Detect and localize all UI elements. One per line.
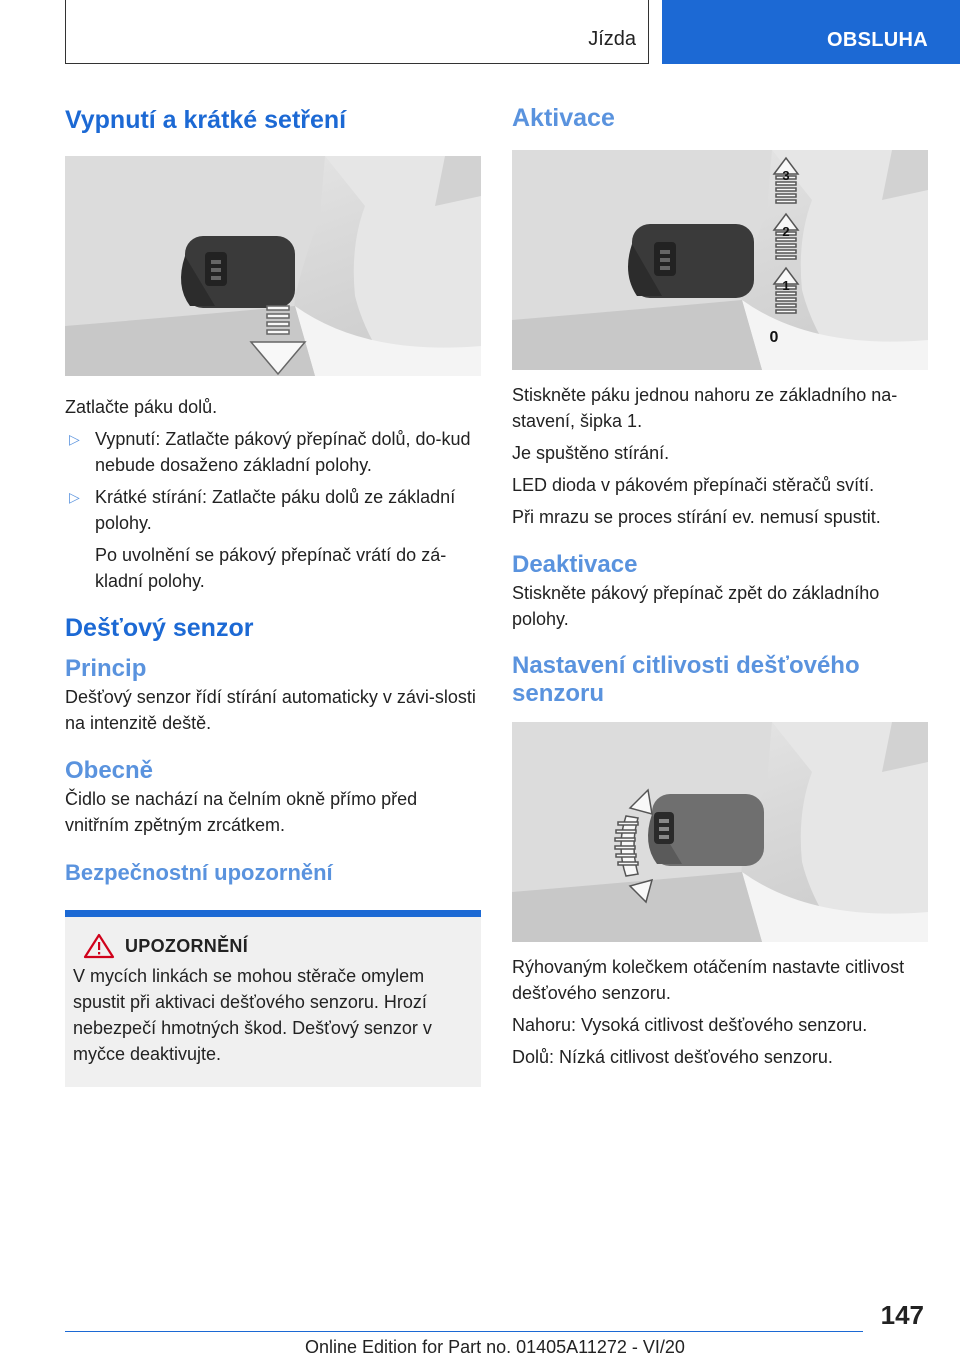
header-frame (65, 0, 649, 64)
activation-step: Stiskněte páku jednou nahoru ze základního na-stavení, šipka 1. (512, 385, 898, 431)
safety-title: Bezpečnostní upozornění (65, 860, 333, 885)
page-number: 147 (880, 1300, 924, 1330)
activation-frost: Při mrazu se proces stírání ev. nemusí spustit. (512, 507, 881, 527)
arrow-label-1: 1 (782, 278, 790, 293)
arrow-label-0: 0 (769, 329, 779, 346)
warning-text: V mycích linkách se mohou stěrače omylem spustit při aktivaci dešťového senzoru. Hrozí nebezpečí hmotných škod. Dešťový senzor v myčce deaktivujte. (73, 966, 432, 1064)
activation-result: Je spuštěno stírání. (512, 443, 670, 463)
warning-triangle-icon (83, 933, 115, 959)
principle-text: Dešťový senzor řídí stírání automaticky v závi-slosti na intenzitě deště. (65, 687, 476, 733)
right-column (512, 96, 928, 1070)
lever-down-caption: Zatlačte páku dolů. (65, 397, 218, 417)
warning-title: UPOZORNĚNÍ (125, 935, 249, 956)
wiper-lever-up-image (512, 150, 928, 370)
footer-edition: Online Edition for Part no. 01405A11272 - VI/20 (305, 1337, 685, 1357)
arrow-label-2: 2 (782, 224, 790, 239)
principle-title: Princip (65, 655, 147, 682)
sensitivity-title: Nastavení citlivosti dešťového senzoru (512, 652, 860, 707)
header-section-title: Jízda (588, 28, 636, 50)
arrow-label-3: 3 (782, 168, 790, 183)
triangle-bullet-icon: ▷ (69, 489, 80, 505)
activation-title: Aktivace (512, 104, 615, 132)
rain-sensor-title: Dešťový senzor (65, 614, 254, 642)
sensitivity-wheel-image (512, 722, 928, 942)
sensitivity-down: Dolů: Nízká citlivost dešťového senzoru. (512, 1047, 833, 1067)
general-title: Obecně (65, 757, 154, 784)
header-chapter-label: OBSLUHA (827, 29, 928, 51)
warning-box (65, 910, 481, 1087)
switch-off-title: Vypnutí a krátké setření (65, 106, 347, 134)
header-chapter-tab (662, 0, 960, 64)
list-item: ▷ Vypnutí: Zatlačte pákový přepínač dolů, do-kud nebude dosaženo základní polohy. (65, 426, 481, 478)
deactivation-text: Stiskněte pákový přepínač zpět do základního polohy. (512, 583, 880, 629)
wiper-lever-down-image (65, 156, 481, 376)
footer-divider (65, 1331, 863, 1332)
activation-led: LED dioda v pákovém přepínači stěračů svítí. (512, 475, 875, 495)
sensitivity-instruction: Rýhovaným kolečkem otáčením nastavte citlivost dešťového senzoru. (512, 957, 905, 1003)
list-item: ▷ Krátké stírání: Zatlačte páku dolů ze základní polohy. (65, 484, 481, 536)
general-text: Čidlo se nachází na čelním okně přímo před vnitřním zpětným zrcátkem. (65, 789, 418, 835)
deactivation-title: Deaktivace (512, 551, 638, 578)
release-note: Po uvolnění se pákový přepínač vrátí do zá-kladní polohy. (95, 545, 447, 591)
triangle-bullet-icon: ▷ (69, 431, 80, 447)
left-column (65, 96, 481, 1087)
sensitivity-up: Nahoru: Vysoká citlivost dešťového senzoru. (512, 1015, 868, 1035)
